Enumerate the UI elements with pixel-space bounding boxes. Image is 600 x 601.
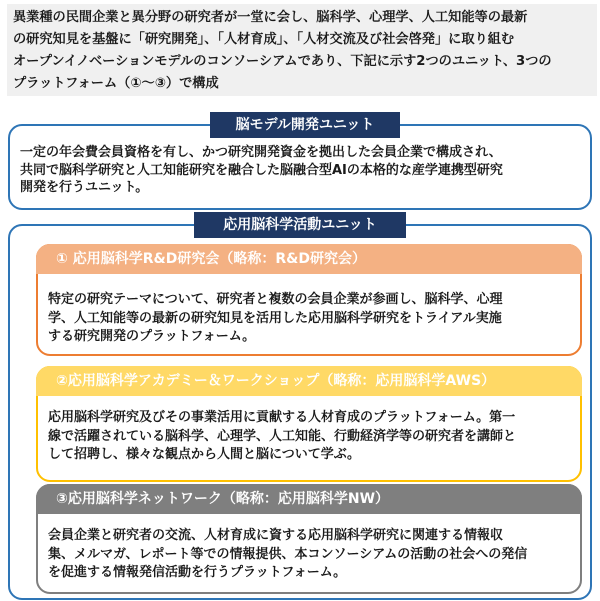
intro-text: 異業種の民間企業と異分野の研究者が一堂に会し、脳科学、心理学、人工知能等の最新 の研究知見を基盤に「研究開発」、「人材育成」、「人材交流及び社会啓発」に取り組む オープンイノベーションモデルのコンソーシアムであり、下記に示す2つのユニット、3つの プラットフォーム（①～③）で構成 xyxy=(7,4,597,96)
platform-1-description: 特定の研究テーマについて、研究者と複数の会員企業が参画し、脳科学、心理 学、人工知能等の最新の研究知見を活用した応用脳科学研究をトライアル実施 する研究開発のプラットフォーム。 xyxy=(48,292,503,344)
brain-model-unit-description: 一定の年会費会員資格を有し、かつ研究開発資金を拠出した会員企業で構成され、 共同で脳科学研究と人工知能研究を融合した脳融合型AIの本格的な産学連携型研究 開発を行うユニット。 xyxy=(20,145,503,195)
platform-1-title: ① 応用脳科学R&D研究会（略称：R&D研究会） xyxy=(36,244,582,274)
platform-2-description: 応用脳科学研究及びその事業活用に貢献する人材育成のプラットフォーム。第一 線で活躍されている脳科学、心理学、人工知能、行動経済学等の研究者を講師と して招聘し、様々な観点から人間と脳について学ぶ。 xyxy=(48,410,517,462)
platform-3-title: ③応用脳科学ネットワーク（略称：応用脳科学NW） xyxy=(36,484,582,514)
brain-model-unit-title: 脳モデル開発ユニット xyxy=(210,112,400,138)
platform-2-title: ②応用脳科学アカデミー＆ワークショップ（略称：応用脳科学AWS） xyxy=(36,366,582,396)
applied-unit-title: 応用脳科学活動ユニット xyxy=(194,212,406,238)
platform-3-description: 会員企業と研究者の交流、人材育成に資する応用脳科学研究に関連する情報収 集、メルマガ、レポート等での情報提供、本コンソーシアムの活動の社会への発信 を促進する情報発信活動を行うプラットフォーム。 xyxy=(48,528,528,580)
